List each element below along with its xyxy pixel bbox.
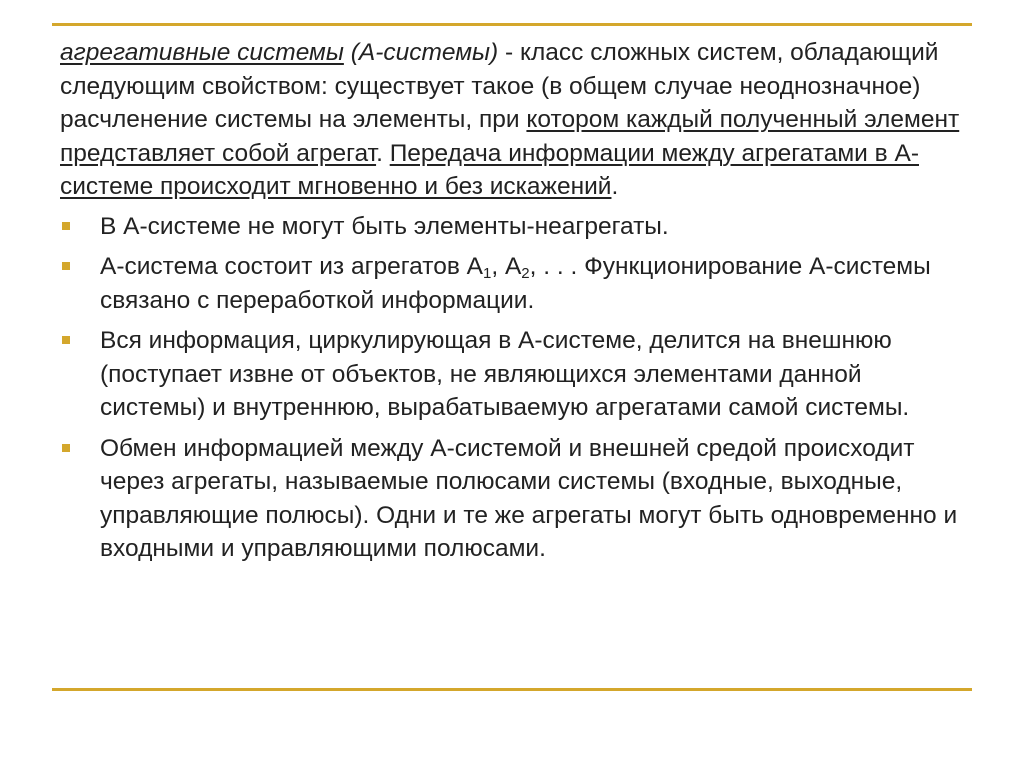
square-bullet-icon bbox=[62, 444, 70, 452]
term-definition: агрегативные системы bbox=[60, 39, 344, 66]
bullet-item bbox=[60, 250, 960, 317]
bullet-item bbox=[60, 324, 960, 425]
bullet-list bbox=[60, 210, 960, 566]
intro-underlined-b: котором каждый полученный элемент представляет собой агрегат bbox=[60, 106, 960, 167]
intro-paragraph bbox=[60, 36, 960, 204]
square-bullet-icon bbox=[62, 262, 70, 270]
intro-text-c: . bbox=[376, 139, 390, 167]
intro-underlined-d: Передача информации между агрегатами в А-системе происходит мгновенно и без искажений bbox=[60, 139, 919, 200]
bullet-text: В А-системе не могут быть элементы-неагрегаты. bbox=[100, 212, 669, 240]
slide-content bbox=[60, 36, 960, 573]
intro-text-e: . bbox=[611, 173, 619, 200]
bullet-item bbox=[60, 432, 960, 566]
bottom-divider bbox=[52, 688, 972, 691]
term-abbreviation: (А-системы) bbox=[350, 39, 499, 66]
bullet-text: Обмен информацией между А-системой и внешней средой происходит через агрегаты, называемые полюсами системы (входные, выходные, управляющие полюсы). Одни и те же агрегаты могут быть одновременно и входными и управляющими полюсами. bbox=[100, 434, 958, 562]
square-bullet-icon bbox=[62, 222, 70, 230]
bullet-text-post: , . . . Функционирование А-системы связано с переработкой информации. bbox=[100, 253, 931, 314]
subscript-1: 1 bbox=[482, 265, 492, 282]
square-bullet-icon bbox=[62, 336, 70, 344]
bullet-text: Вся информация, циркулирующая в А-системе, делится на внешнюю (поступает извне от объектов, не являющихся элементами данной системы) и внутреннюю, вырабатываемую агрегатами самой системы. bbox=[100, 327, 910, 421]
intro-text-a: - класс сложных систем, обладающий следующим свойством: существует такое (в общем случае неоднозначное) расчленение системы на элементы, при bbox=[60, 39, 939, 133]
bullet-text-pre: А-система состоит из агрегатов А bbox=[100, 253, 483, 280]
bullet-text-mid: , А bbox=[491, 253, 522, 280]
subscript-2: 2 bbox=[521, 265, 530, 282]
bullet-item bbox=[60, 210, 960, 244]
top-divider bbox=[52, 23, 972, 26]
